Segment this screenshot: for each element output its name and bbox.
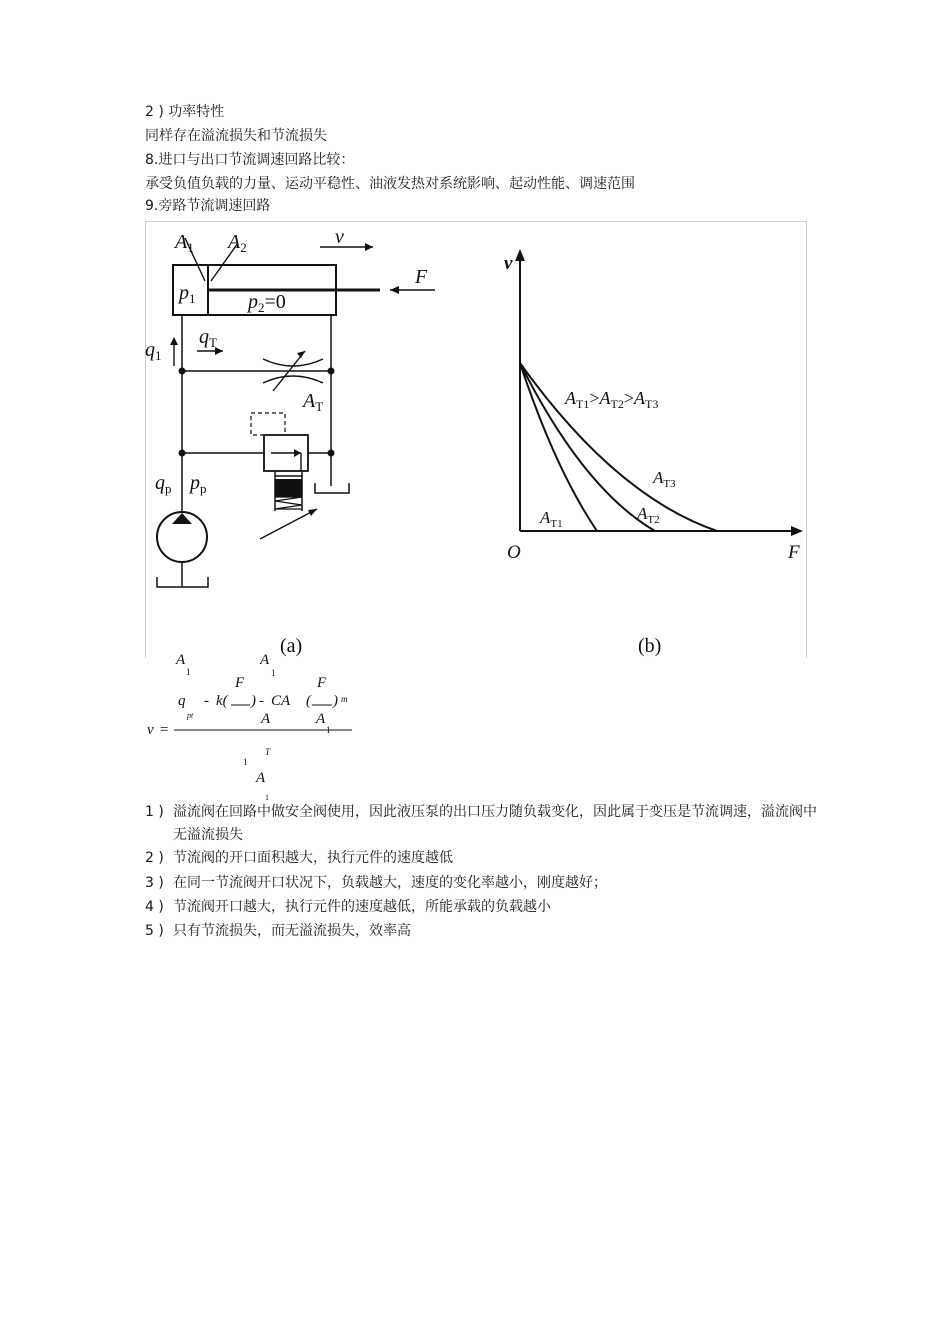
- label-qT: $q_T$: [199, 326, 217, 350]
- valve-spring-block: [275, 479, 302, 497]
- list-item-2: [145, 847, 825, 870]
- svg-text:T: T: [265, 747, 271, 757]
- label-p2: $p_2=0$: [248, 291, 286, 315]
- svg-text:1: 1: [243, 757, 248, 767]
- svg-text:F: F: [235, 675, 245, 691]
- circuit-figure: [145, 221, 807, 658]
- label-curve-AT2: $A_{T2}$: [637, 504, 660, 526]
- svg-text:A: A: [316, 711, 326, 727]
- circuit-diagram-a: [157, 238, 435, 587]
- list-item-number: 5 ): [145, 923, 164, 939]
- list-item-3: [145, 872, 825, 895]
- caption-a: (a): [280, 635, 303, 657]
- label-q1: $q_1$: [145, 339, 162, 363]
- velocity-load-graph-b: [515, 249, 803, 536]
- svg-text:1: 1: [271, 668, 276, 678]
- label-F-axis: F: [788, 542, 800, 563]
- list-item-5: [145, 920, 825, 943]
- svg-text:q: q: [178, 693, 186, 709]
- label-curve-AT1: $A_{T1}$: [540, 508, 563, 530]
- list-item-4: [145, 896, 825, 919]
- svg-text:1: 1: [326, 725, 331, 735]
- label-p1: $p_1$: [179, 282, 196, 306]
- svg-text:pt: pt: [187, 711, 194, 720]
- label-F: F: [415, 266, 428, 288]
- svg-text:=: =: [160, 722, 169, 738]
- spring: [275, 497, 302, 509]
- label-A1: $A_1$: [175, 231, 194, 255]
- list-item-1: [145, 801, 825, 847]
- svg-text:1: 1: [186, 667, 191, 677]
- svg-text:k(: k(: [216, 693, 228, 709]
- list-item-text: 节流阀的开口面积越大，执行元件的速度越低: [173, 850, 453, 866]
- velocity-formula-svg: [140, 652, 380, 802]
- text-losses: 同样存在溢流损失和节流损失: [145, 128, 327, 144]
- curve-AT3: [520, 363, 717, 531]
- caption-b: (b): [638, 635, 662, 657]
- list-item-text: 只有节流损失，而无溢流损失，效率高: [173, 923, 411, 939]
- label-v-axis: v: [504, 253, 513, 274]
- label-A2: $A_2$: [228, 231, 247, 255]
- list-item-text: 在同一节流阀开口状况下，负载越大，速度的变化率越小，刚度越好；: [173, 875, 607, 891]
- svg-text:): ): [251, 693, 256, 709]
- list-item-number: 2 ): [145, 850, 164, 866]
- pilot-line: [251, 413, 285, 435]
- text-comparison-items: 承受负值负载的力量、运动平稳性、油液发热对系统影响、起动性能、调速范围: [145, 176, 635, 192]
- label-AT-relation: $A_{T1}>A_{T2}>A_{T3}$: [565, 388, 659, 411]
- list-item-number: 1 ): [145, 804, 164, 820]
- list-item-text: 节流阀开口越大，执行元件的速度越低，所能承载的负载越小: [173, 899, 551, 915]
- label-pp: $p_p$: [190, 472, 207, 496]
- label-origin: O: [507, 542, 521, 563]
- velocity-formula: [140, 652, 380, 802]
- svg-text:A: A: [176, 652, 186, 668]
- svg-text:v: v: [147, 722, 154, 738]
- label-curve-AT3: $A_{T3}$: [653, 468, 676, 490]
- svg-text:A: A: [261, 711, 271, 727]
- svg-text:): ): [333, 693, 338, 709]
- pump-arrow: [172, 513, 192, 524]
- label-qp: $q_p$: [155, 472, 172, 496]
- heading-bypass-circuit: 9.旁路节流调速回路: [145, 198, 271, 214]
- svg-text:CA: CA: [271, 693, 291, 709]
- svg-text:F: F: [317, 675, 327, 691]
- tank-return: [315, 483, 349, 493]
- label-v: v: [335, 226, 344, 248]
- svg-text:-: -: [204, 693, 209, 709]
- list-item-number: 4 ): [145, 899, 164, 915]
- svg-text:-: -: [259, 693, 264, 709]
- label-AT: $A_T$: [303, 390, 324, 414]
- svg-text:m: m: [341, 694, 348, 704]
- curve-AT1: [520, 363, 597, 531]
- list-item-text: 溢流阀在回路中做安全阀使用，因此液压泵的出口压力随负载变化，因此属于变压是节流调速，溢流阀中无溢流损失: [173, 804, 817, 843]
- heading-power-characteristics: 2 ) 功率特性: [145, 104, 225, 120]
- svg-text:(: (: [306, 693, 311, 709]
- svg-text:A: A: [256, 770, 266, 786]
- svg-text:A: A: [260, 652, 270, 668]
- heading-inlet-outlet-comparison: 8.进口与出口节流调速回路比较：: [145, 152, 355, 168]
- svg-text:1: 1: [265, 793, 269, 802]
- circuit-figure-svg: [145, 221, 807, 658]
- list-item-number: 3 ): [145, 875, 164, 891]
